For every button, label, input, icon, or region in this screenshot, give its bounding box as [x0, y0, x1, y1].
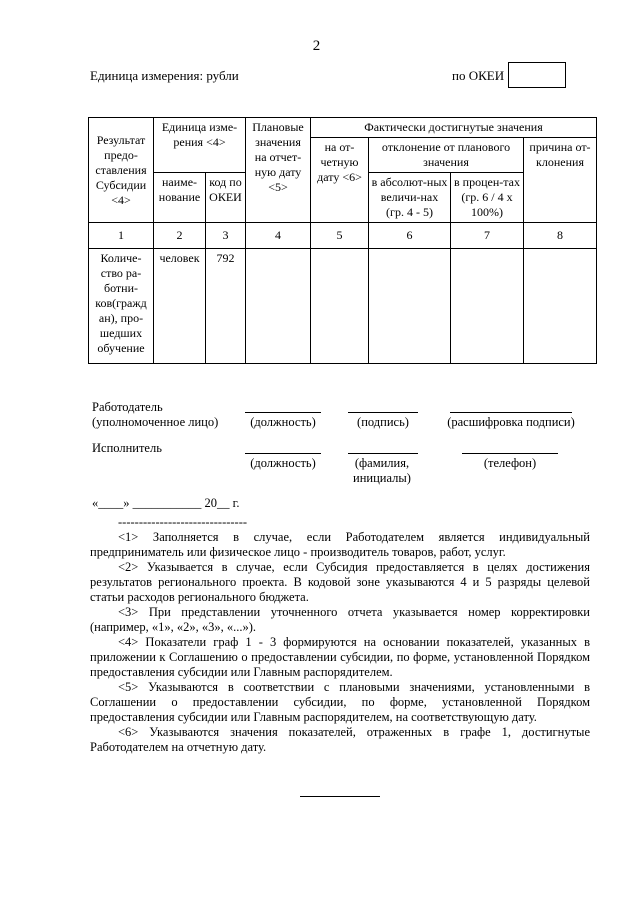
employer-sublabel: (уполномоченное лицо) — [92, 415, 219, 429]
header-reason: причина от-клонения — [524, 138, 597, 223]
cell-on-date — [311, 249, 369, 364]
cell-unit-code: 792 — [206, 249, 246, 364]
position-line — [245, 412, 321, 413]
footnote-3: <3> При представлении уточненного отчета указывается номер корректировки (например, «1», «2», «3», «...»). — [90, 605, 590, 634]
header-actual: Фактически достигнутые значения — [311, 118, 597, 138]
results-table — [88, 117, 597, 364]
position2-line — [245, 453, 321, 454]
signature-caption: (подпись) — [357, 415, 409, 429]
footnote-1: <1> Заполняется в случае, если Работодателем является индивидуальный предприниматель или физическое лицо - производитель товаров, работ, услуг. — [90, 530, 590, 559]
unit-label: Единица измерения: рубли — [90, 68, 239, 83]
footnote-separator: ------------------------------- — [118, 515, 248, 529]
cell-reason — [524, 249, 597, 364]
header-unit: Единица изме-рения <4> — [154, 118, 246, 173]
col-number: 1 — [89, 223, 154, 249]
header-dev-abs: в абсолют-ных величи-нах (гр. 4 - 5) — [369, 173, 451, 223]
cell-dev-pct — [451, 249, 524, 364]
okei-code-box — [508, 62, 566, 88]
header-plan: Плановые значения на отчет-ную дату <5> — [246, 118, 311, 223]
footnotes — [90, 530, 590, 755]
okei-label: по ОКЕИ — [452, 68, 505, 83]
employer-label: Работодатель — [92, 400, 163, 414]
col-number: 3 — [206, 223, 246, 249]
cell-dev-abs — [369, 249, 451, 364]
cell-plan — [246, 249, 311, 364]
col-number: 2 — [154, 223, 206, 249]
decoding-line — [450, 412, 572, 413]
footnote-5: <5> Указываются в соответствии с плановыми значениями, установленными в Соглашении о предоставлении субсидии, по форме, установленной Порядком предоставления субсидии или Главным распорядителем, на соответствующую дату. — [90, 680, 590, 724]
fio-line — [348, 453, 418, 454]
executor-label: Исполнитель — [92, 441, 162, 455]
col-number: 5 — [311, 223, 369, 249]
header-unit-name: наиме-нование — [154, 173, 206, 223]
header-on-date: на от-четную дату <6> — [311, 138, 369, 223]
date-field: «____» ___________ 20__ г. — [92, 496, 240, 510]
header-dev-pct: в процен-тах (гр. 6 / 4 x 100%) — [451, 173, 524, 223]
page-number: 2 — [312, 38, 321, 54]
header-deviation: отклонение от планового значения — [369, 138, 524, 173]
col-number: 4 — [246, 223, 311, 249]
fio-caption: (фамилия, инициалы) — [353, 456, 411, 485]
footnote-4: <4> Показатели граф 1 - 3 формируются на основании показателей, указанных в приложении к Соглашению о предоставлении субсидии, по форме, установленной Порядком предоставления субсидии или Главным распорядителем. — [90, 635, 590, 679]
position-caption: (должность) — [250, 415, 316, 429]
position2-caption: (должность) — [250, 456, 316, 470]
footnote-2: <2> Указывается в случае, если Субсидия предоставляется в целях достижения результатов регионального проекта. В кодовой зоне указываются 4 и 5 разряды целевой статьи расходов регионального бюджета. — [90, 560, 590, 604]
col-number: 7 — [451, 223, 524, 249]
footnote-6: <6> Указываются значения показателей, отраженных в графе 1, достигнутые Работодателем на отчетную дату. — [90, 725, 590, 754]
col-number: 6 — [369, 223, 451, 249]
signature-line — [348, 412, 418, 413]
phone-line — [462, 453, 558, 454]
cell-result: Количе-ство ра-ботни-ков(гражд ан), про-шедших обучение — [89, 249, 154, 364]
header-result: Результат предо-ставления Субсидии <4> — [89, 118, 154, 223]
phone-caption: (телефон) — [483, 456, 537, 470]
decoding-caption: (расшифровка подписи) — [447, 415, 575, 429]
header-unit-code: код по ОКЕИ — [206, 173, 246, 223]
col-number: 8 — [524, 223, 597, 249]
cell-unit-name: человек — [154, 249, 206, 364]
bottom-divider — [300, 796, 380, 797]
